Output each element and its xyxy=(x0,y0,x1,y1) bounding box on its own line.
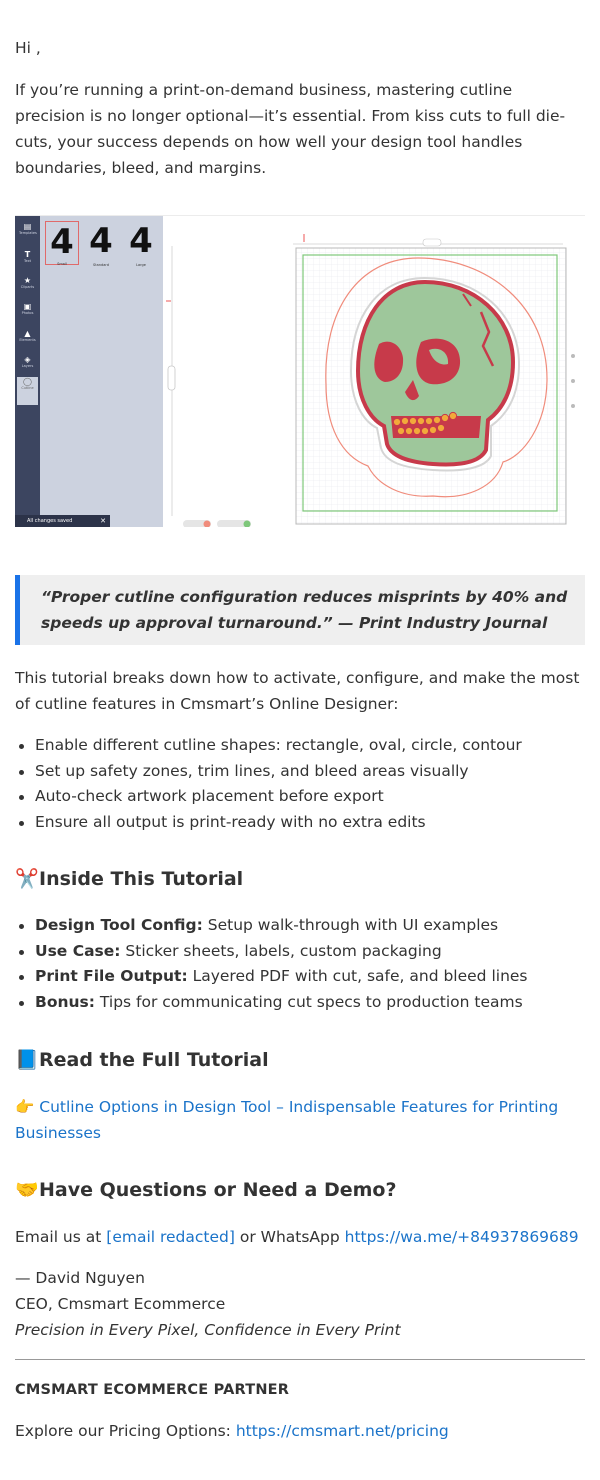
heading-text: Read the Full Tutorial xyxy=(39,1049,269,1071)
contact-prefix: Email us at xyxy=(15,1228,107,1246)
list-item xyxy=(15,964,585,990)
email-link[interactable]: [email redacted] xyxy=(106,1228,235,1246)
heading-text: Have Questions or Need a Demo? xyxy=(39,1179,397,1201)
signature xyxy=(15,1265,585,1343)
tool-label: Photos xyxy=(21,311,34,315)
whatsapp-link[interactable]: https://wa.me/+84937869689 xyxy=(344,1228,579,1246)
list-item xyxy=(15,990,585,1016)
pricing-prefix: Explore our Pricing Options: xyxy=(15,1422,236,1440)
cutline-tool xyxy=(17,377,38,405)
contact-middle: or WhatsApp xyxy=(234,1228,345,1246)
elements-tool xyxy=(19,329,36,342)
tutorial-link[interactable]: Cutline Options in Design Tool – Indispensable Features for Printing Businesses xyxy=(15,1098,559,1142)
tool-label: Elements xyxy=(19,338,36,342)
design-canvas xyxy=(163,216,585,527)
item-text: Sticker sheets, labels, custom packaging xyxy=(120,941,442,960)
item-label: Bonus: xyxy=(35,992,95,1011)
layers-icon: ◈ xyxy=(24,355,31,364)
item-text: Layered PDF with cut, safe, and bleed lines xyxy=(187,967,528,985)
heading-text: Inside This Tutorial xyxy=(39,868,244,890)
handshake-icon: 🤝 xyxy=(15,1179,39,1201)
cutline-icon: ◯ xyxy=(23,377,32,386)
tutorial-contents-list xyxy=(15,913,585,1015)
tool-label: Text xyxy=(23,259,32,263)
cutline-thumb-large xyxy=(124,221,158,265)
read-tutorial-heading xyxy=(15,1047,269,1073)
thumb-label: Standard xyxy=(93,263,109,267)
tool-label: Templates xyxy=(19,231,37,235)
thumb-label: Small xyxy=(57,262,67,266)
canvas-artwork xyxy=(163,216,585,527)
tool-label: Cliparts xyxy=(20,285,35,289)
layers-tool xyxy=(19,355,36,368)
item-label: Print File Output: xyxy=(35,967,188,985)
star-icon: ★ xyxy=(23,276,32,285)
list-item: Auto-check artwork placement before export xyxy=(15,784,585,810)
elements-icon: ▲ xyxy=(24,329,31,338)
contact-line xyxy=(15,1224,585,1250)
thumb-glyph: 4 xyxy=(89,221,113,261)
list-item: Enable different cutline shapes: rectangle, oval, circle, contour xyxy=(15,733,585,759)
list-item xyxy=(15,913,585,939)
list-item: Ensure all output is print-ready with no extra edits xyxy=(15,810,585,836)
pricing-link[interactable]: https://cmsmart.net/pricing xyxy=(235,1422,449,1440)
cutline-thumb-standard xyxy=(84,221,118,265)
pointing-hand-icon: 👉 xyxy=(15,1098,35,1116)
scissors-icon: ✂️ xyxy=(15,868,39,890)
questions-heading xyxy=(15,1177,396,1203)
tutorial-intro: This tutorial breaks down how to activate, configure, and make the most of cutline features in Cmsmart’s Online Designer: xyxy=(15,669,580,713)
partner-heading: CMSMART ECOMMERCE PARTNER xyxy=(15,1382,290,1398)
save-status: All changes saved xyxy=(27,518,73,524)
intro-paragraph: If you’re running a print-on-demand business, mastering cutline precision is no longer optional—it’s essential. From kiss cuts to full die-cuts, your success depends on how well your design tool handles boundaries, bleed, and margins. xyxy=(15,81,566,177)
item-text: Tips for communicating cut specs to production teams xyxy=(94,992,523,1011)
photos-tool xyxy=(19,302,36,315)
divider xyxy=(15,1359,585,1360)
thumb-glyph: 4 xyxy=(129,221,153,261)
list-item: Set up safety zones, trim lines, and bleed areas visually xyxy=(15,759,585,785)
pricing-line xyxy=(15,1418,449,1444)
templates-icon: ▤ xyxy=(23,222,32,231)
list-item xyxy=(15,939,585,965)
save-status-bar xyxy=(15,515,110,527)
tool-label: Layers xyxy=(21,364,34,368)
text-tool xyxy=(19,250,36,263)
item-label: Design Tool Config: xyxy=(35,916,203,934)
signature-tagline: Precision in Every Pixel, Confidence in Every Print xyxy=(15,1321,401,1339)
item-text: Setup walk-through with UI examples xyxy=(202,916,499,934)
tutorial-link-line xyxy=(15,1094,585,1146)
greeting: Hi , xyxy=(15,39,41,57)
item-label: Use Case: xyxy=(35,941,121,960)
thumb-label: Large xyxy=(136,263,146,267)
cutline-thumb-small xyxy=(45,221,79,265)
signature-name: — David Nguyen xyxy=(15,1269,145,1287)
book-icon: 📘 xyxy=(15,1049,39,1071)
close-icon: ✕ xyxy=(100,517,106,525)
tool-sidebar xyxy=(15,216,40,527)
tool-label: Cutline xyxy=(21,386,34,390)
cliparts-tool xyxy=(19,276,36,289)
pull-quote xyxy=(15,575,585,645)
quote-text: “Proper cutline configuration reduces misprints by 40% and speeds up approval turnaround.” — Print Industry Journal xyxy=(41,588,568,632)
cutline-panel xyxy=(40,216,163,527)
thumb-glyph: 4 xyxy=(50,222,74,262)
feature-list xyxy=(15,733,585,835)
text-icon: T xyxy=(24,250,31,259)
templates-tool xyxy=(19,222,36,235)
photos-icon: ▣ xyxy=(23,302,32,311)
inside-tutorial-heading xyxy=(15,866,243,892)
design-tool-screenshot xyxy=(15,215,585,527)
signature-title: CEO, Cmsmart Ecommerce xyxy=(15,1295,226,1313)
